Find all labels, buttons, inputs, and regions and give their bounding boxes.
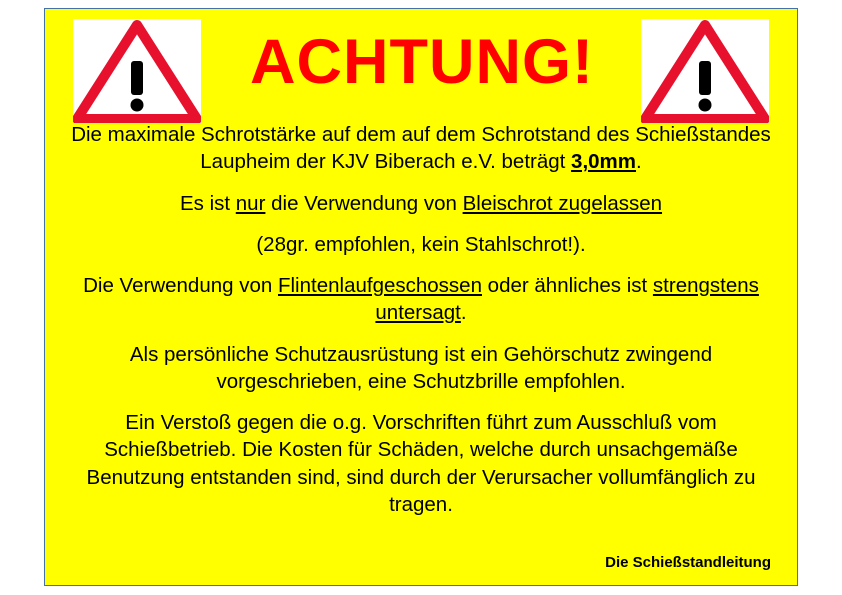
paragraph-violations (65, 409, 777, 518)
text-segment: Ein Verstoß gegen die o.g. Vorschriften führt zum Ausschluß vom Schießbetrieb. Die Kosten für Schäden, welche durch unsachgemäße Benutzung entstanden sind, sind durch der Verursacher vollumfänglich zu tragen. (86, 411, 756, 516)
notice-body (65, 121, 777, 532)
paragraph-max-shot-size (65, 121, 777, 176)
warning-triangle-icon (641, 19, 769, 123)
paragraph-ppe (65, 341, 777, 396)
text-segment: oder ähnliches ist (481, 274, 653, 297)
text-segment: . (636, 150, 642, 174)
text-segment-emphasis: strengstens untersagt (375, 274, 759, 325)
page-title: ACHTUNG! (250, 27, 594, 97)
text-segment-emphasis: Flintenlaufgeschossen (277, 274, 482, 297)
text-segment: . (460, 301, 467, 325)
text-segment: Es ist (179, 191, 236, 215)
signature-line: Die Schießstandleitung (605, 554, 771, 571)
text-segment-emphasis: Bleischrot zugelassen (462, 191, 663, 215)
paragraph-recommendation (65, 231, 777, 258)
text-segment: die Verwendung von (265, 191, 463, 215)
text-segment: Als persönliche Schutzausrüstung ist ein Gehörschutz zwingend vorgeschrieben, eine Schutzbrille empfohlen. (129, 342, 713, 393)
paragraph-lead-shot-only (65, 190, 777, 217)
text-segment: (28gr. empfohlen, kein Stahlschrot!). (256, 232, 586, 256)
warning-triangle-icon (73, 19, 201, 123)
text-segment: Die Verwendung von (83, 274, 278, 297)
warning-sign (44, 8, 798, 586)
text-segment-emphasis: 3,0mm (571, 150, 637, 174)
text-segment: Die maximale Schrotstärke auf dem auf dem Schrotstand des Schießstandes Laupheim der KJV Biberach e.V. beträgt (71, 123, 771, 174)
paragraph-slugs-forbidden (65, 272, 777, 327)
text-segment-emphasis: nur (235, 191, 266, 215)
